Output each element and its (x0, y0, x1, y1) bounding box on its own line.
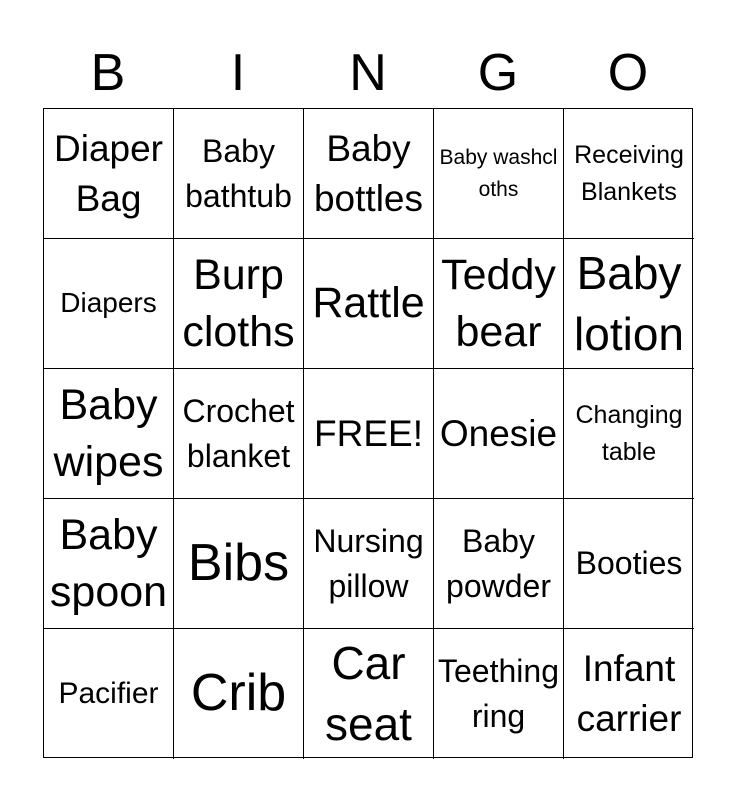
cell-label: Burp cloths (182, 250, 295, 356)
bingo-cell[interactable] (174, 629, 304, 759)
bingo-cell[interactable] (174, 239, 304, 369)
cell-label: Teething ring (438, 653, 559, 734)
bingo-cell[interactable] (564, 109, 694, 239)
cell-label: Baby washcloths (439, 146, 558, 201)
bingo-cell[interactable] (434, 109, 564, 239)
header-letter-i: I (230, 44, 246, 102)
bingo-cell[interactable] (564, 629, 694, 759)
cell-label: Booties (575, 545, 683, 582)
bingo-cell[interactable] (44, 629, 174, 759)
bingo-cell[interactable] (44, 369, 174, 499)
header-letter-g: G (477, 44, 519, 102)
cell-label: Onesie (439, 412, 558, 454)
cell-label: Baby bathtub (185, 132, 292, 214)
bingo-cell[interactable] (44, 499, 174, 629)
bingo-cell[interactable] (434, 239, 564, 369)
bingo-cell[interactable] (174, 109, 304, 239)
cell-label: Teddy bear (441, 250, 556, 356)
cell-label: Diaper Bag (54, 127, 163, 219)
cell-label: Baby lotion (574, 246, 684, 360)
cell-label: Car seat (325, 637, 412, 750)
bingo-cell[interactable] (304, 499, 434, 629)
cell-label: Receiving Blankets (574, 141, 684, 206)
header-letter-b: B (90, 44, 126, 102)
bingo-cell[interactable] (564, 369, 694, 499)
header-letter-o: O (607, 44, 649, 102)
header-letter-n: N (349, 44, 387, 102)
bingo-cell[interactable] (304, 369, 434, 499)
bingo-cell[interactable] (434, 369, 564, 499)
bingo-cell[interactable] (174, 499, 304, 629)
cell-label: Crib (190, 664, 287, 723)
bingo-cell[interactable] (304, 109, 434, 239)
bingo-cell[interactable] (434, 629, 564, 759)
cell-label: Rattle (312, 279, 425, 328)
cell-label: Crochet blanket (182, 392, 295, 474)
bingo-cell[interactable] (434, 499, 564, 629)
bingo-board (43, 108, 693, 758)
bingo-cell[interactable] (304, 239, 434, 369)
cell-label: Baby wipes (53, 380, 164, 486)
cell-label: Baby powder (446, 522, 551, 604)
bingo-cell[interactable] (564, 499, 694, 629)
cell-label: Baby bottles (313, 127, 423, 219)
cell-label: Bibs (187, 533, 290, 592)
bingo-cell[interactable] (304, 629, 434, 759)
bingo-header (43, 38, 693, 108)
cell-label: Baby spoon (49, 510, 168, 616)
cell-label: FREE! (314, 412, 423, 454)
cell-label: Infant carrier (576, 648, 682, 739)
bingo-cell[interactable] (564, 239, 694, 369)
cell-label: Nursing pillow (313, 522, 424, 604)
bingo-cell[interactable] (44, 239, 174, 369)
cell-label: Changing table (575, 401, 683, 466)
bingo-cell[interactable] (44, 109, 174, 239)
bingo-cell[interactable] (174, 369, 304, 499)
cell-label: Diapers (60, 287, 157, 319)
cell-label: Pacifier (58, 677, 159, 711)
